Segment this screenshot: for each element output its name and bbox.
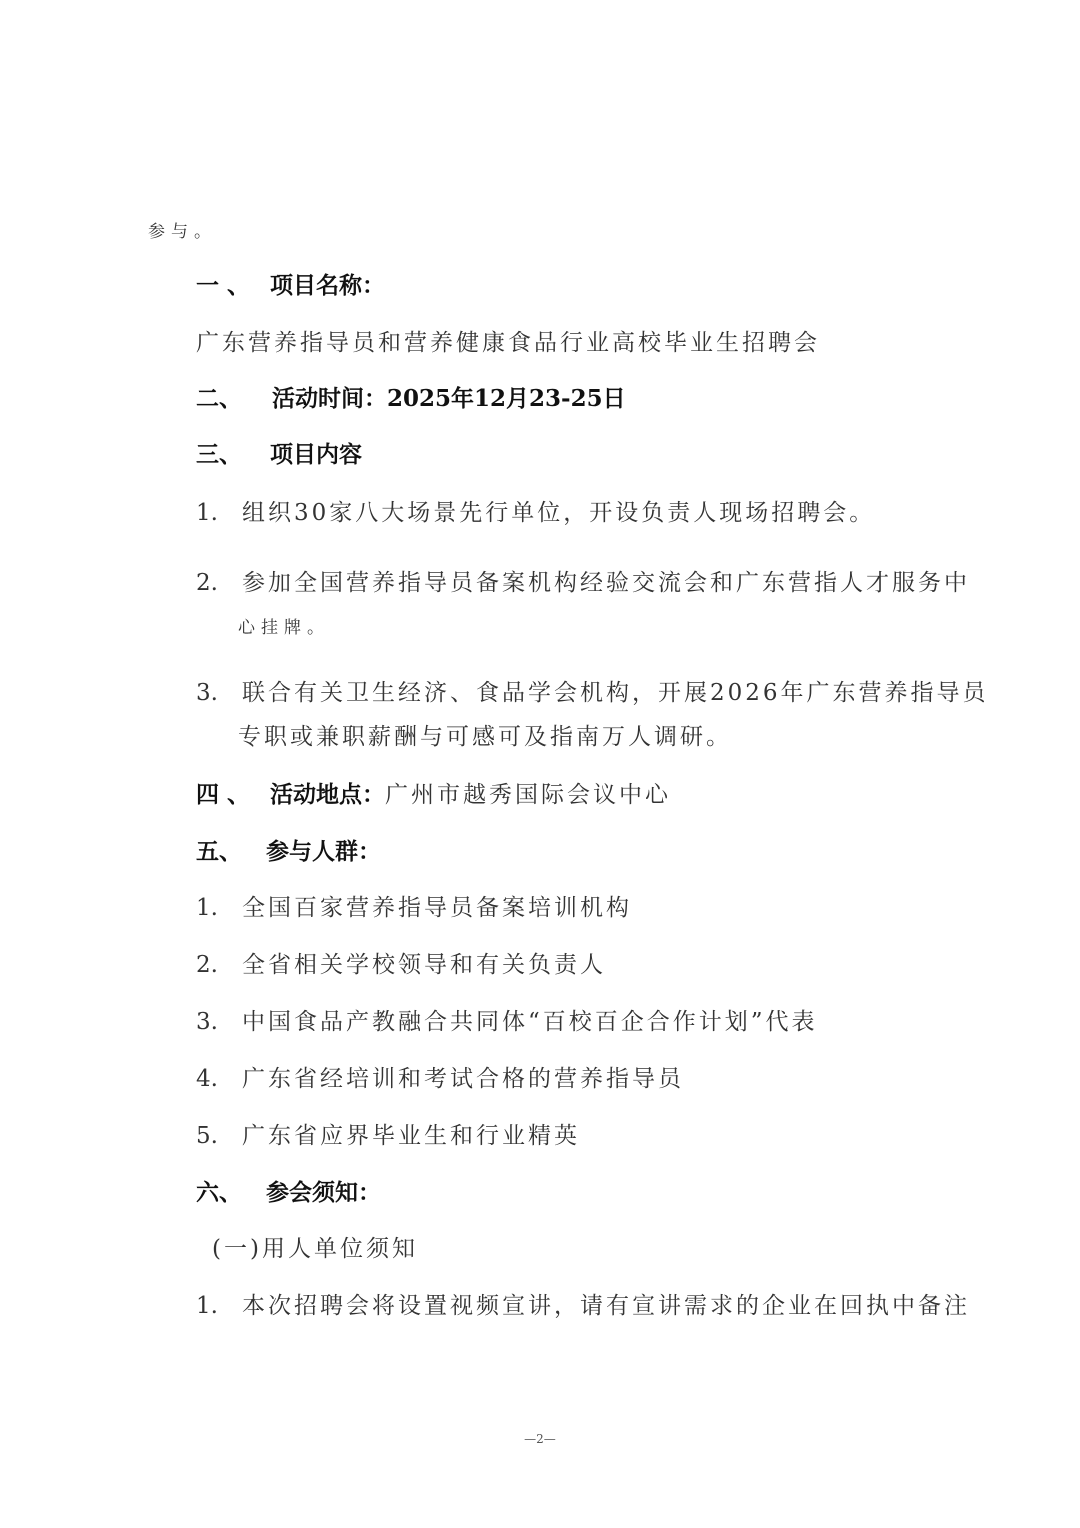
- list-item-continuation: 专职或兼职薪酬与可感可及指南万人调研。: [238, 724, 732, 750]
- section-5-heading: [196, 837, 381, 867]
- list-item: 4. 广东省经培训和考试合格的营养指导员: [196, 1066, 684, 1092]
- section-6-heading: [196, 1178, 381, 1208]
- section-4-value: 广州市越秀国际会议中心: [385, 782, 671, 808]
- section-2-title: 活动时间：2025年12月23-25日: [272, 385, 626, 412]
- section-4-number: 四 、: [196, 781, 251, 808]
- section-2-heading: [196, 384, 626, 414]
- continuation-text: 参与。: [148, 222, 217, 242]
- section-1-title: 项目名称：: [270, 272, 386, 299]
- section-5-title: 参与人群：: [266, 838, 382, 865]
- section-4-title: 活动地点：: [270, 781, 385, 808]
- section-1-body: 广东营养指导员和营养健康食品行业高校毕业生招聘会: [196, 330, 820, 356]
- section-4-heading: [196, 780, 671, 810]
- list-item: 2. 参加全国营养指导员备案机构经验交流会和广东营指人才服务中: [196, 570, 970, 596]
- list-item: 5. 广东省应界毕业生和行业精英: [196, 1123, 580, 1149]
- list-item: 3. 中国食品产教融合共同体“百校百企合作计划”代表: [196, 1009, 818, 1035]
- section-2-number: 二、: [196, 385, 242, 412]
- section-3-title: 项目内容: [270, 441, 363, 468]
- list-item: 3. 联合有关卫生经济、食品学会机构，开展2026年广东营养指导员: [196, 680, 989, 706]
- page-number: —2—: [524, 1432, 556, 1446]
- section-3-heading: [196, 440, 362, 470]
- list-item: 1. 全国百家营养指导员备案培训机构: [196, 895, 632, 921]
- section-6-subheading: (一)用人单位须知: [212, 1236, 418, 1262]
- section-6-number: 六、: [196, 1179, 242, 1206]
- list-item: 2. 全省相关学校领导和有关负责人: [196, 952, 606, 978]
- section-1-heading: [196, 271, 385, 301]
- list-item: 1. 本次招聘会将设置视频宣讲，请有宣讲需求的企业在回执中备注: [196, 1293, 970, 1319]
- section-5-number: 五、: [196, 838, 242, 865]
- section-3-number: 三、: [196, 441, 242, 468]
- list-item-continuation: 心挂牌。: [238, 618, 330, 638]
- section-1-number: 一 、: [196, 272, 251, 299]
- list-item: 1. 组织30家八大场景先行单位，开设负责人现场招聘会。: [196, 500, 876, 526]
- section-6-title: 参会须知：: [266, 1179, 382, 1206]
